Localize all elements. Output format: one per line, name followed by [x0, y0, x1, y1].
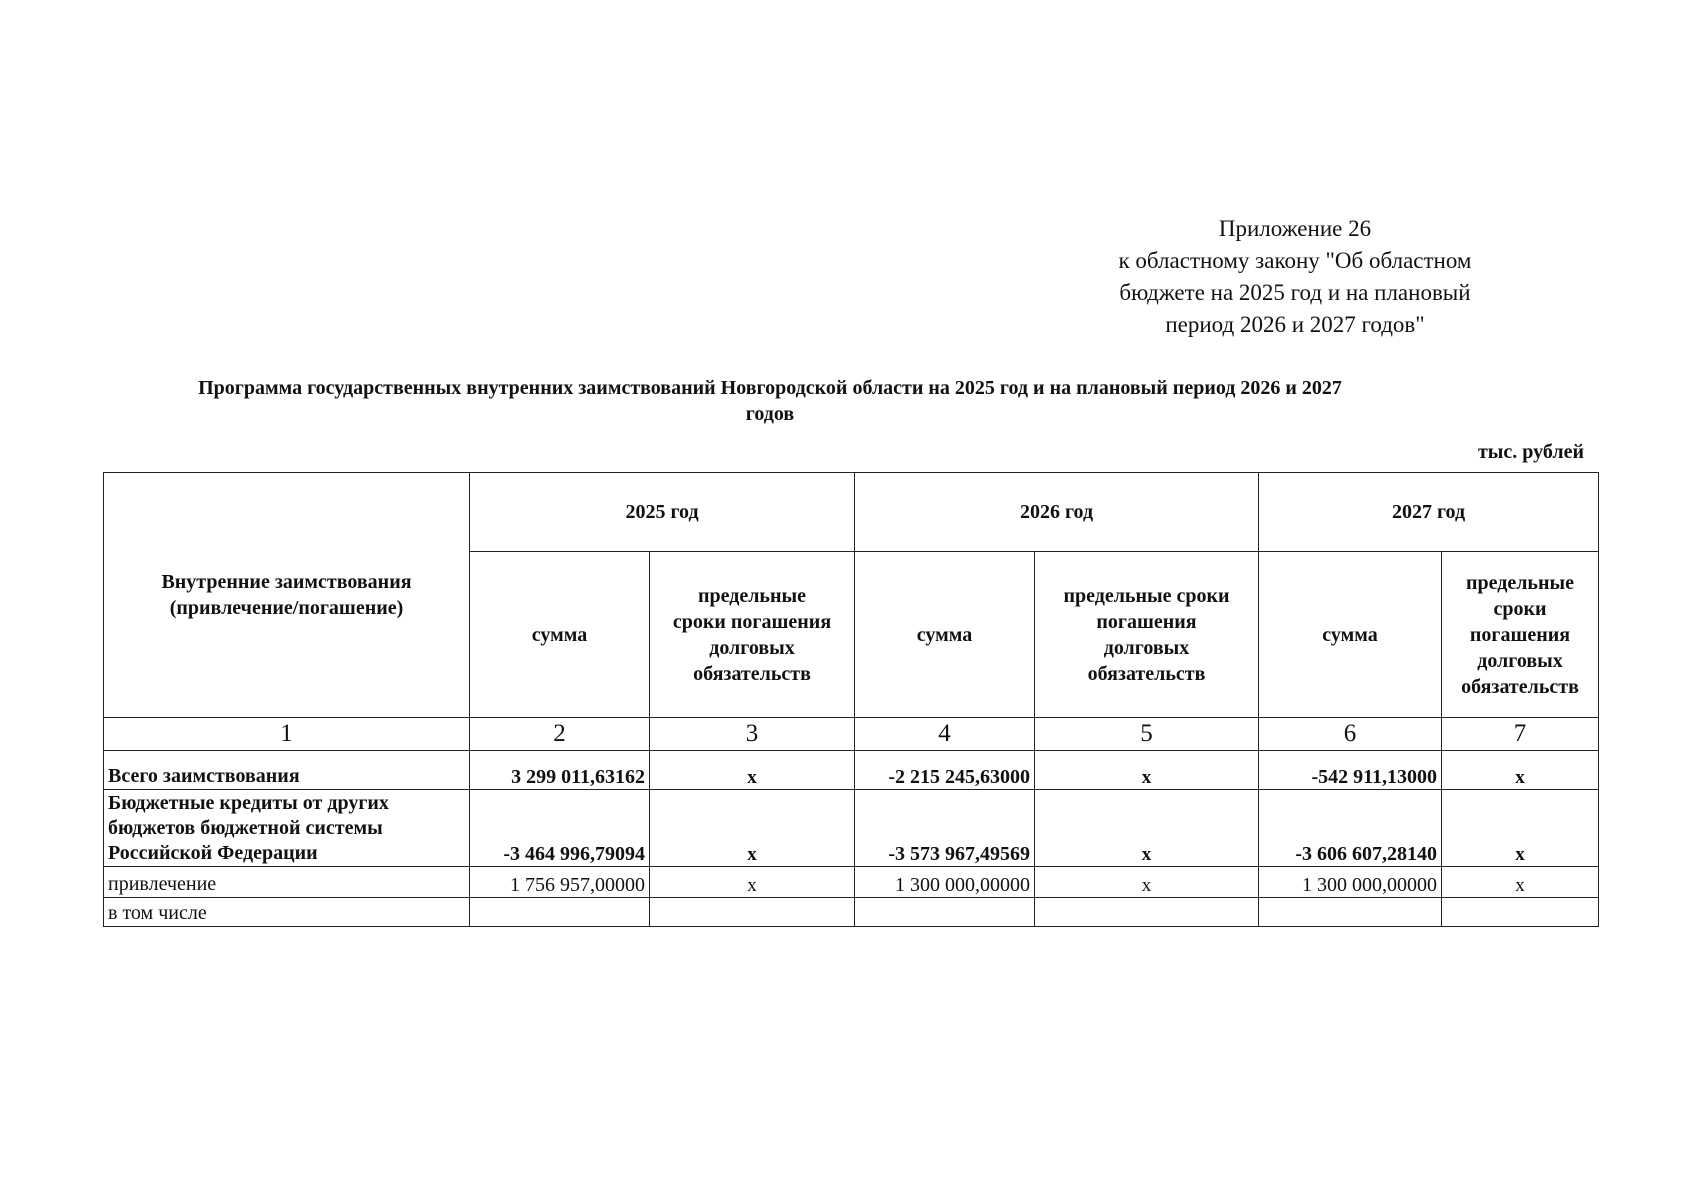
header-sum-2025: сумма [470, 552, 650, 718]
column-number: 1 [104, 718, 470, 751]
cell-sum-2025: 1 756 957,00000 [470, 867, 650, 898]
table-row [104, 898, 1599, 927]
appendix-line: бюджете на 2025 год и на плановый [1119, 280, 1471, 305]
header-text: предельные сроки [1063, 584, 1230, 607]
cell-sum-2025: 3 299 011,63162 [470, 751, 650, 790]
row-label-line: Всего заимствования [108, 765, 300, 787]
column-number: 3 [650, 718, 855, 751]
column-number-row [104, 718, 1599, 751]
cell-sum-2027: 1 300 000,00000 [1259, 867, 1442, 898]
cell-sum-2027 [1259, 898, 1442, 927]
table-row [104, 790, 1599, 867]
cell-deadline-2026: x [1035, 751, 1259, 790]
cell-deadline-2026 [1035, 898, 1259, 927]
cell-deadline-2025: x [650, 751, 855, 790]
column-number: 2 [470, 718, 650, 751]
row-label [104, 898, 470, 927]
column-number: 4 [855, 718, 1035, 751]
header-text: погашения [1469, 623, 1571, 646]
column-number: 7 [1442, 718, 1599, 751]
cell-sum-2026: -2 215 245,63000 [855, 751, 1035, 790]
row-label-line: Российской Федерации [108, 842, 318, 864]
row-label-line: в том числе [108, 902, 207, 924]
header-text: долговых [709, 636, 795, 659]
row-label-line: привлечение [108, 873, 217, 895]
cell-sum-2026: -3 573 967,49569 [855, 790, 1035, 867]
row-label-line: Бюджетные кредиты от других [108, 792, 389, 814]
header-text: обязательств [1461, 675, 1579, 698]
header-text: обязательств [693, 662, 811, 685]
header-text: обязательств [1087, 662, 1206, 685]
row-label-line: бюджетов бюджетной системы [108, 817, 383, 839]
document-title-line: Программа государственных внутренних заимствований Новгородской области на 2025 год и на плановый период 2026 и 2027 [198, 377, 1342, 399]
document-title [100, 375, 1440, 427]
cell-sum-2025: -3 464 996,79094 [470, 790, 650, 867]
header-deadline-2025 [650, 552, 855, 718]
header-year-2027: 2027 год [1259, 473, 1599, 552]
header-text: предельные [697, 584, 807, 607]
header-year-2026: 2026 год [855, 473, 1259, 552]
cell-deadline-2027: x [1442, 790, 1599, 867]
appendix-line: к областному закону "Об областном [1118, 248, 1472, 273]
cell-deadline-2026: x [1035, 790, 1259, 867]
header-row-years [104, 473, 1599, 552]
header-text: погашения [1096, 610, 1197, 633]
cell-deadline-2027 [1442, 898, 1599, 927]
header-text: долговых [1477, 649, 1563, 672]
cell-deadline-2027: x [1442, 751, 1599, 790]
header-text: (привлечение/погашение) [169, 597, 404, 619]
document-title-line: годов [745, 403, 795, 425]
header-text: предельные [1465, 571, 1575, 594]
appendix-line: период 2026 и 2027 годов" [1165, 312, 1425, 337]
borrowings-table [103, 472, 1599, 927]
cell-sum-2027: -542 911,13000 [1259, 751, 1442, 790]
header-deadline-2027 [1442, 552, 1599, 718]
cell-sum-2026 [855, 898, 1035, 927]
row-label [104, 867, 470, 898]
row-label [104, 790, 470, 867]
header-borrowings [104, 473, 470, 718]
cell-deadline-2025: x [650, 790, 855, 867]
header-text: сроки погашения [672, 610, 832, 633]
appendix-line: Приложение 26 [1218, 216, 1372, 241]
table-row [104, 751, 1599, 790]
units-label: тыс. рублей [1477, 441, 1584, 463]
header-sum-2027: сумма [1259, 552, 1442, 718]
column-number: 6 [1259, 718, 1442, 751]
cell-sum-2026: 1 300 000,00000 [855, 867, 1035, 898]
cell-deadline-2025: x [650, 867, 855, 898]
header-text: сроки [1493, 597, 1547, 620]
cell-deadline-2025 [650, 898, 855, 927]
cell-sum-2025 [470, 898, 650, 927]
cell-deadline-2027: x [1442, 867, 1599, 898]
header-year-2025: 2025 год [470, 473, 855, 552]
appendix-note [1085, 213, 1505, 341]
row-label [104, 751, 470, 790]
cell-deadline-2026: x [1035, 867, 1259, 898]
header-deadline-2026 [1035, 552, 1259, 718]
column-number: 5 [1035, 718, 1259, 751]
header-text: Внутренние заимствования [161, 571, 412, 593]
header-sum-2026: сумма [855, 552, 1035, 718]
cell-sum-2027: -3 606 607,28140 [1259, 790, 1442, 867]
table-row [104, 867, 1599, 898]
header-text: долговых [1103, 636, 1190, 659]
